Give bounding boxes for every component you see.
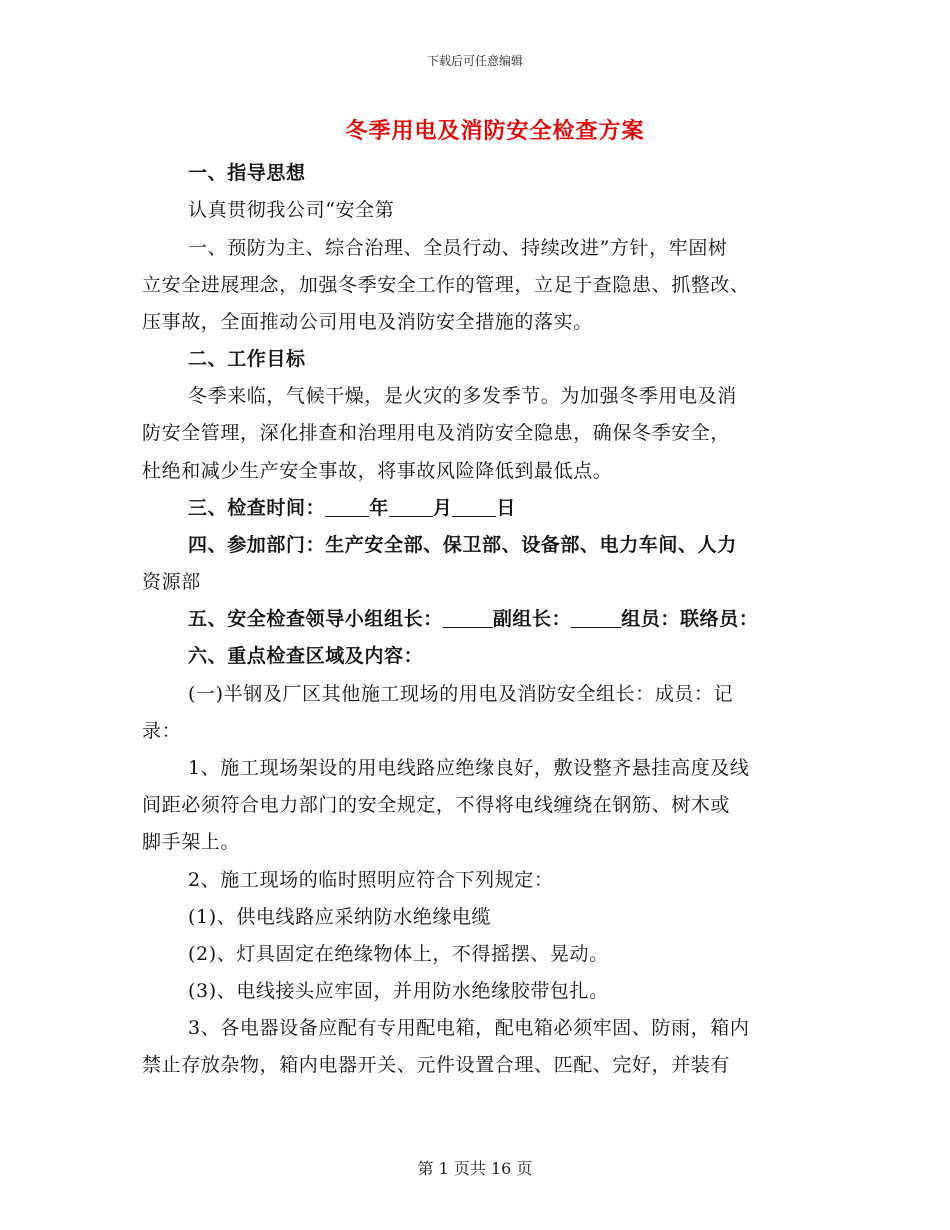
paragraph-line: 杜绝和减少生产安全事故，将事故风险降低到最低点。 bbox=[142, 460, 613, 482]
paragraph-line: 四、参加部门：生产安全部、保卫部、设备部、电力车间、人力 bbox=[188, 534, 737, 556]
paragraph-line: 禁止存放杂物，箱内电器开关、元件设置合理、匹配、完好，并装有 bbox=[142, 1054, 731, 1076]
leader-label: 五、安全检查领导小组组长： bbox=[188, 608, 443, 630]
paragraph-line: 一、预防为主、综合治理、全员行动、持续改进”方针，牢固树 bbox=[188, 237, 728, 259]
deputy-blank bbox=[571, 609, 621, 628]
paragraph-line: 3、各电器设备应配有专用配电箱，配电箱必须牢固、防雨，箱内 bbox=[188, 1017, 750, 1039]
paragraph-line: 冬季来临，气候干燥，是火灾的多发季节。为加强冬季用电及消 bbox=[188, 385, 737, 407]
check-time-line bbox=[188, 493, 516, 520]
paragraph-line: 1、施工现场架设的用电线路应绝缘良好，敷设整齐悬挂高度及线 bbox=[188, 757, 750, 779]
paragraph-line: 2、施工现场的临时照明应符合下列规定： bbox=[188, 869, 554, 891]
section-heading-guiding-ideology: 一、指导思想 bbox=[188, 162, 306, 184]
header-note: 下载后可任意编辑 bbox=[426, 54, 523, 68]
leader-blank bbox=[443, 609, 493, 628]
page-footer: 第 1 页共 16 页 bbox=[417, 1159, 533, 1178]
paragraph-line: 资源部 bbox=[142, 571, 201, 593]
paragraph-line: 防安全管理，深化排查和治理用电及消防安全隐患，确保冬季安全， bbox=[142, 422, 731, 444]
paragraph-line: (一)半钢及厂区其他施工现场的用电及消防安全组长：成员：记 bbox=[188, 683, 734, 705]
month-blank bbox=[389, 498, 433, 517]
participating-departments-line bbox=[188, 530, 737, 557]
paragraph-line: 立安全进展理念，加强冬季安全工作的管理，立足于查隐患、抓整改、 bbox=[142, 274, 750, 296]
paragraph-line: 认真贯彻我公司“安全第 bbox=[188, 199, 395, 221]
leadership-group-line bbox=[188, 604, 758, 631]
paragraph-line: (2)、灯具固定在绝缘物体上，不得摇摆、晃动。 bbox=[188, 943, 609, 965]
year-label: 年 bbox=[369, 497, 389, 519]
paragraph-line: (3)、电线接头应牢固，并用防水绝缘胶带包扎。 bbox=[188, 980, 609, 1002]
year-blank bbox=[325, 498, 369, 517]
paragraph-line: 压事故，全面推动公司用电及消防安全措施的落实。 bbox=[142, 311, 593, 333]
day-label: 日 bbox=[496, 497, 517, 519]
check-time-label: 三、检查时间： bbox=[188, 497, 326, 519]
paragraph-line: 录： bbox=[142, 720, 182, 742]
page-title: 冬季用电及消防安全检查方案 bbox=[345, 118, 645, 144]
month-label: 月 bbox=[432, 497, 453, 519]
section-heading-key-areas: 六、重点检查区域及内容： bbox=[188, 645, 424, 667]
day-blank bbox=[452, 498, 496, 517]
deputy-label: 副组长： bbox=[492, 608, 572, 630]
paragraph-line: (1)、供电线路应采纳防水绝缘电缆 bbox=[188, 906, 492, 928]
paragraph-line: 间距必须符合电力部门的安全规定，不得将电线缠绕在钢筋、树木或 bbox=[142, 794, 731, 816]
paragraph-line: 脚手架上。 bbox=[142, 831, 241, 853]
section-heading-work-goal: 二、工作目标 bbox=[188, 348, 306, 370]
members-label: 组员：联络员： bbox=[621, 608, 759, 630]
